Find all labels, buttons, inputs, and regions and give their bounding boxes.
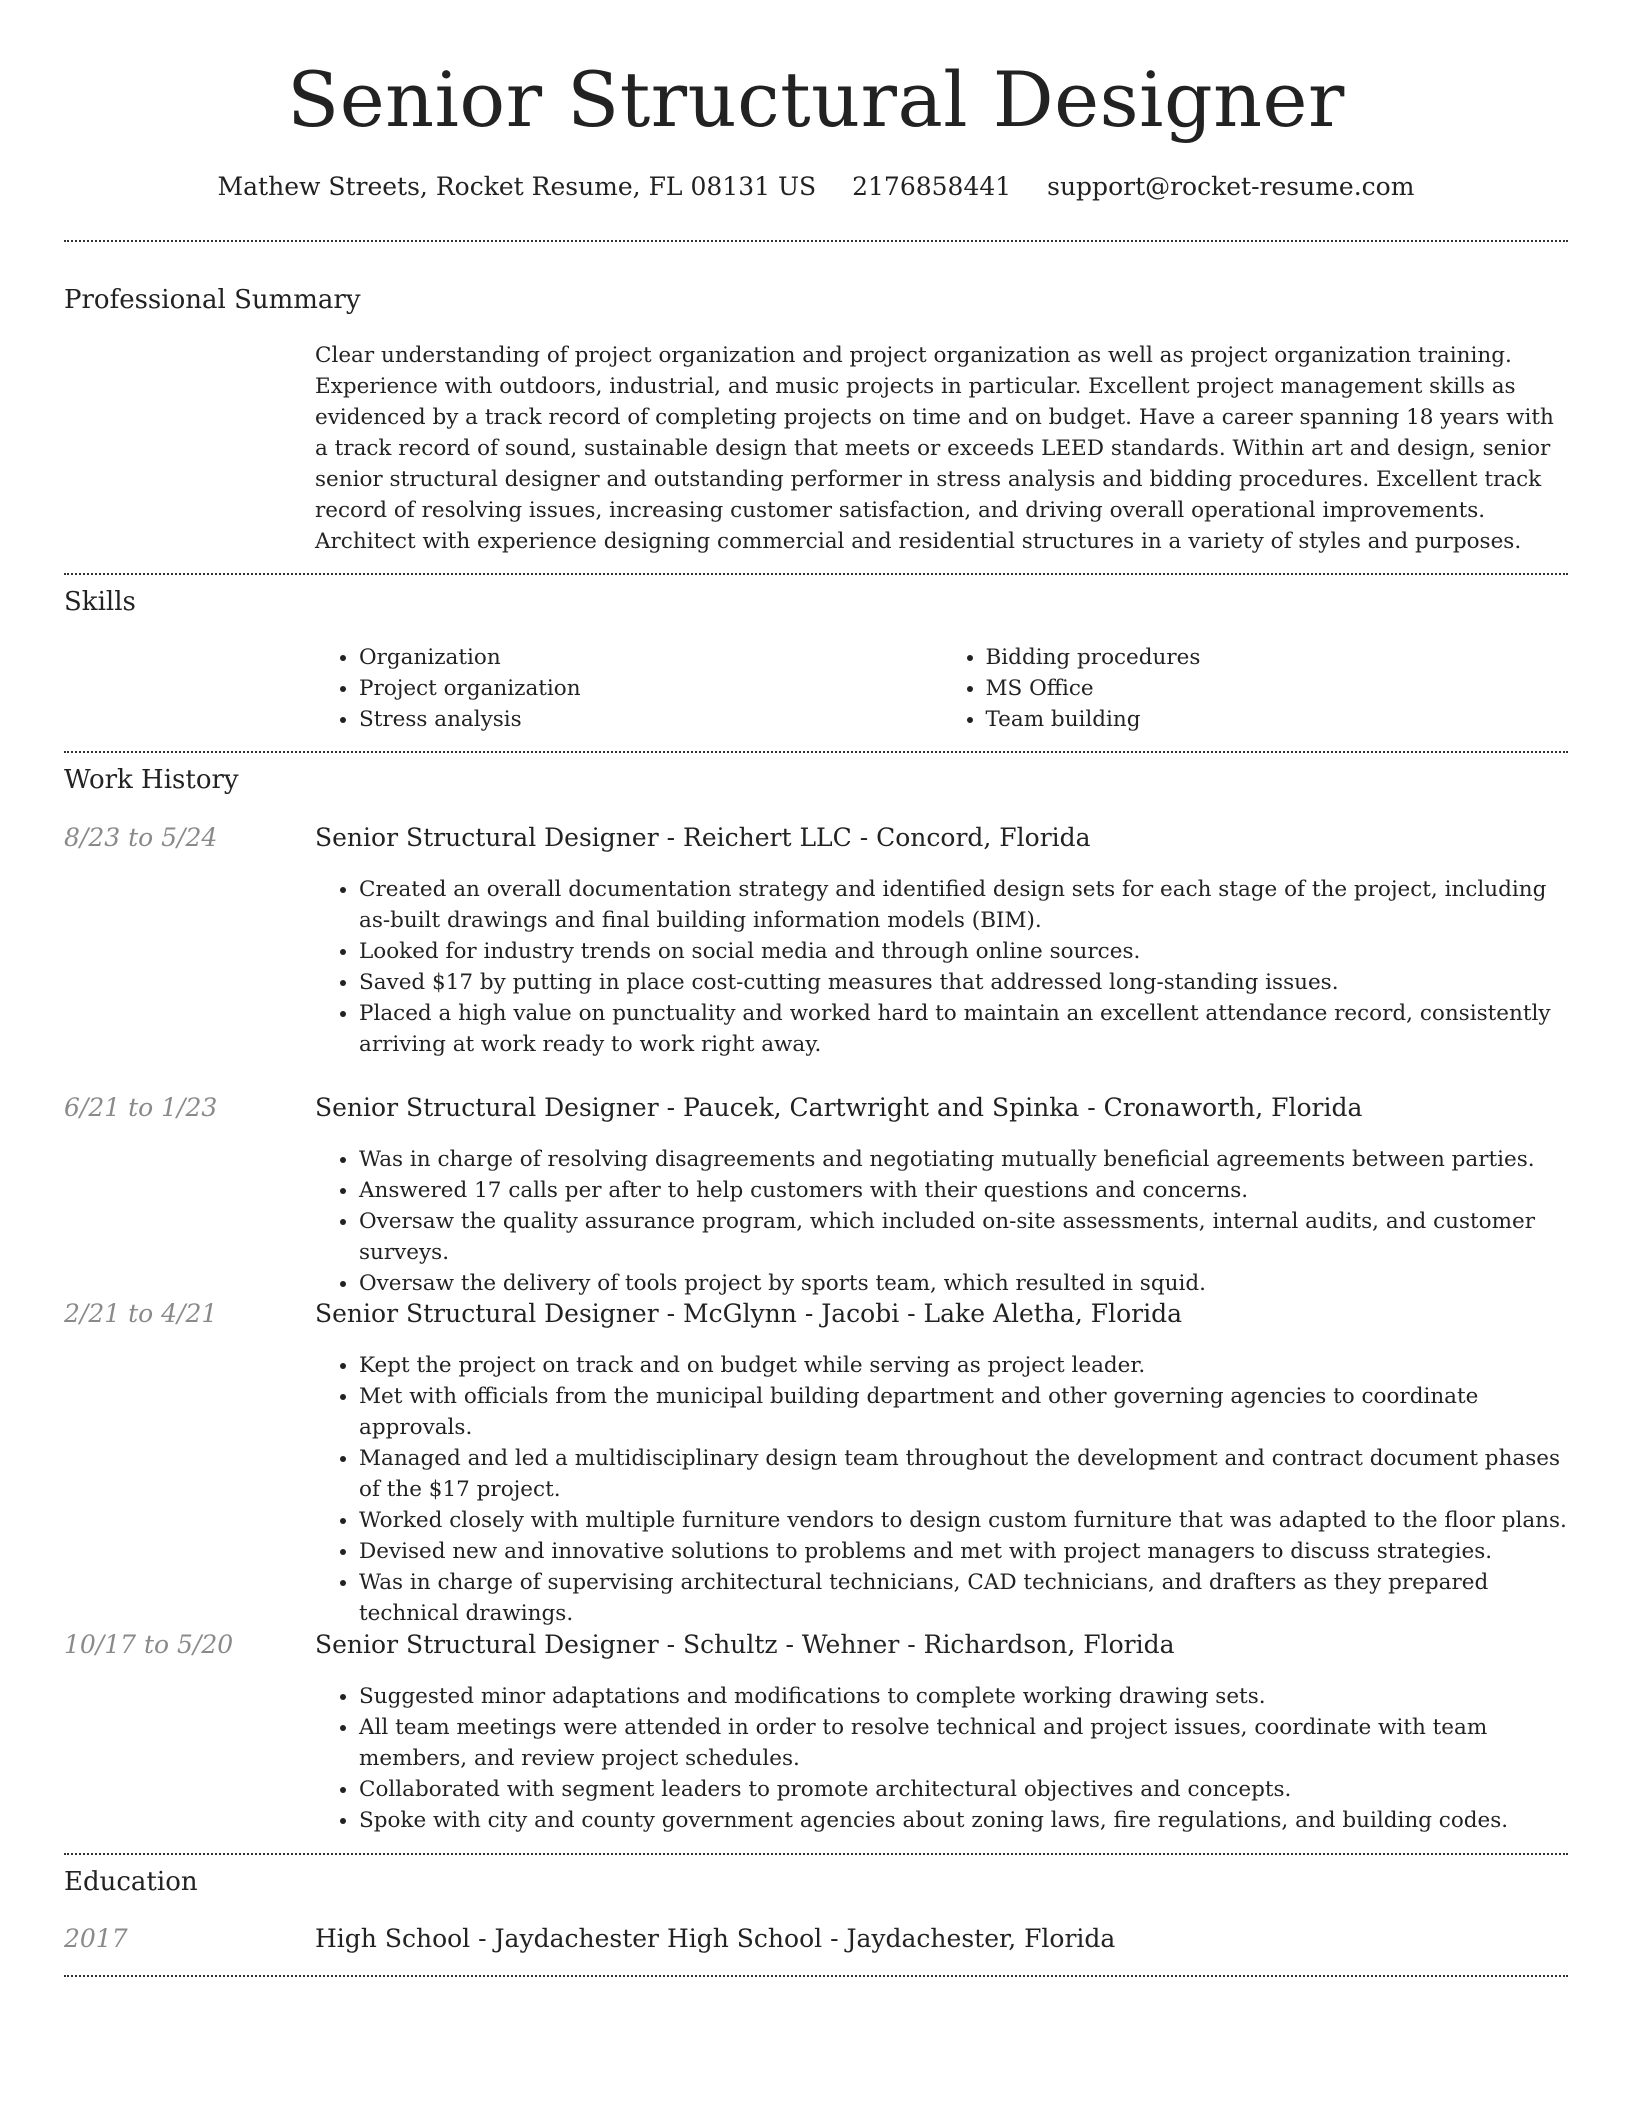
- section-divider: [64, 1853, 1568, 1855]
- skill-item: • MS Office: [986, 673, 1569, 704]
- skill-item: • Organization: [359, 642, 942, 673]
- section-divider: [64, 573, 1568, 575]
- contact-phone: 2176858441: [852, 172, 1012, 201]
- job-bullet: • Suggested minor adaptations and modifications to complete working drawing sets.: [359, 1681, 1568, 1712]
- work-heading: Work History: [64, 765, 239, 795]
- education-entry: High School - Jaydachester High School - Jaydachester, Florida: [315, 1924, 1116, 1953]
- section-divider: [64, 1975, 1568, 1977]
- job-bullet: • Devised new and innovative solutions to problems and met with project managers to discuss strategies.: [359, 1536, 1568, 1567]
- skills-column-right: [942, 642, 1569, 735]
- education-heading: Education: [64, 1867, 198, 1897]
- job-bullets: [315, 874, 1568, 1060]
- section-divider: [64, 751, 1568, 753]
- job-bullet: • Oversaw the quality assurance program, which included on-site assessments, internal audits, and customer surveys.: [359, 1206, 1568, 1268]
- contact-line: [64, 170, 1568, 204]
- job-bullets: [315, 1350, 1568, 1629]
- job-bullet: • Kept the project on track and on budget while serving as project leader.: [359, 1350, 1568, 1381]
- job-bullet: • Saved $17 by putting in place cost-cutting measures that addressed long-standing issues.: [359, 967, 1568, 998]
- job-dates: 2/21 to 4/21: [64, 1299, 218, 1328]
- job-bullet: • Created an overall documentation strategy and identified design sets for each stage of the project, including as-built drawings and final building information models (BIM).: [359, 874, 1568, 936]
- job-bullet: • Looked for industry trends on social media and through online sources.: [359, 936, 1568, 967]
- skill-item: • Stress analysis: [359, 704, 942, 735]
- summary-heading: Professional Summary: [64, 285, 361, 315]
- skills-list: [315, 642, 1568, 735]
- contact-email: support@rocket-resume.com: [1047, 172, 1415, 201]
- summary-text: Clear understanding of project organization and project organization as well as project organization training. Experience with outdoors, industrial, and music projects in particular. Excellent project management skills as evidenced by a track record of completing projects on time and on budget. Have a career spanning 18 years with a track record of sound, sustainable design that meets or exceeds LEED standards. Within art and design, senior senior structural designer and outstanding performer in stress analysis and bidding procedures. Excellent track record of resolving issues, increasing customer satisfaction, and driving overall operational improvements. Architect with experience designing commercial and residential structures in a variety of styles and purposes.: [315, 343, 1554, 554]
- job-bullet: • Managed and led a multidisciplinary design team throughout the development and contract document phases of the $17 project.: [359, 1443, 1568, 1505]
- resume-title: Senior Structural Designer: [287, 55, 1345, 144]
- job-bullet: • Was in charge of resolving disagreements and negotiating mutually beneficial agreements between parties.: [359, 1144, 1568, 1175]
- job-heading: Senior Structural Designer - Schultz - Wehner - Richardson, Florida: [315, 1630, 1175, 1659]
- skills-column-left: [315, 642, 942, 735]
- job-dates: 8/23 to 5/24: [64, 823, 218, 852]
- job-bullets: [315, 1144, 1568, 1299]
- skill-item: • Bidding procedures: [986, 642, 1569, 673]
- job-bullet: • Collaborated with segment leaders to promote architectural objectives and concepts.: [359, 1774, 1568, 1805]
- job-bullet: • Worked closely with multiple furniture vendors to design custom furniture that was adapted to the floor plans.: [359, 1505, 1568, 1536]
- job-heading: Senior Structural Designer - Paucek, Cartwright and Spinka - Cronaworth, Florida: [315, 1093, 1363, 1122]
- job-dates: 10/17 to 5/20: [64, 1630, 234, 1659]
- job-heading: Senior Structural Designer - Reichert LLC - Concord, Florida: [315, 823, 1091, 852]
- job-bullet: • Answered 17 calls per after to help customers with their questions and concerns.: [359, 1175, 1568, 1206]
- contact-address: Mathew Streets, Rocket Resume, FL 08131 US: [217, 172, 817, 201]
- job-heading: Senior Structural Designer - McGlynn - Jacobi - Lake Aletha, Florida: [315, 1299, 1182, 1328]
- skills-heading: Skills: [64, 587, 136, 617]
- job-bullet: • Was in charge of supervising architectural technicians, CAD technicians, and drafters as they prepared technical drawings.: [359, 1567, 1568, 1629]
- job-bullet: • Met with officials from the municipal building department and other governing agencies to coordinate approvals.: [359, 1381, 1568, 1443]
- skill-item: • Team building: [986, 704, 1569, 735]
- section-divider: [64, 240, 1568, 242]
- job-bullets: [315, 1681, 1568, 1836]
- skill-item: • Project organization: [359, 673, 942, 704]
- job-bullet: • All team meetings were attended in order to resolve technical and project issues, coordinate with team members, and review project schedules.: [359, 1712, 1568, 1774]
- job-bullet: • Spoke with city and county government agencies about zoning laws, fire regulations, and building codes.: [359, 1805, 1568, 1836]
- job-dates: 6/21 to 1/23: [64, 1093, 218, 1122]
- education-date: 2017: [64, 1924, 128, 1953]
- job-bullet: • Oversaw the delivery of tools project by sports team, which resulted in squid.: [359, 1268, 1568, 1299]
- job-bullet: • Placed a high value on punctuality and worked hard to maintain an excellent attendance record, consistently arriving at work ready to work right away.: [359, 998, 1568, 1060]
